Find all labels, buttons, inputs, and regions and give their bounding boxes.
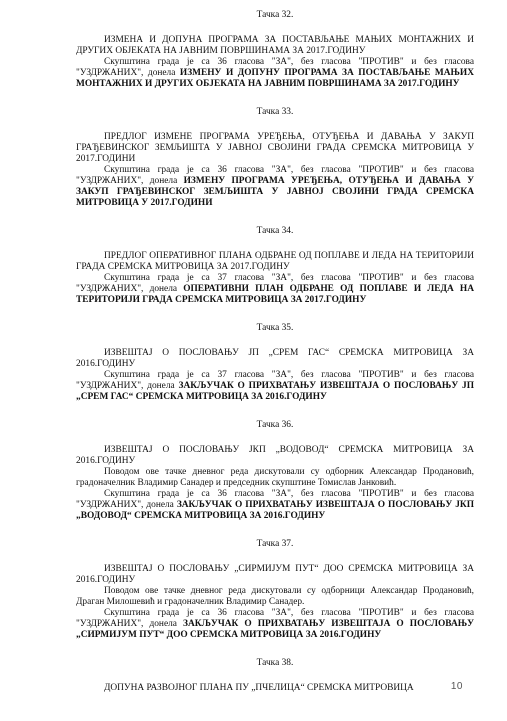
vote-text: Скупштина града је са 36 гласова "ЗА", без гласова "ПРОТИВ" и без гласова "УЗДРЖАНИХ", донела	[76, 165, 474, 186]
decision-text: ЗАКЉУЧАК О ПРИХВАТАЊУ ИЗВЕШТАЈА О ПОСЛОВАЊУ ЈП „СРЕМ ГАС“ СРЕМСКА МИТРОВИЦА ЗА 2016.ГОДИНУ	[76, 381, 474, 402]
item-resolution	[76, 273, 474, 306]
item-subject: ИЗВЕШТАЈ О ПОСЛОВАЊУ ЈКП „ВОДОВОД“ СРЕМСКА МИТРОВИЦА ЗА 2016.ГОДИНУ	[76, 445, 474, 466]
item-subject: ДОПУНА РАЗВОЈНОГ ПЛАНА ПУ „ПЧЕЛИЦА“ СРЕМСКА МИТРОВИЦА	[104, 683, 414, 693]
decision-text: ОПЕРАТИВНИ ПЛАН ОДБРАНЕ ОД ПОПЛАВЕ И ЛЕДА НА ТЕРИТОРИЈИ ГРАДА СРЕМСКА МИТРОВИЦА ЗА 2017.ГОДИНУ	[76, 284, 474, 305]
item-subject: ИЗВЕШТАЈ О ПОСЛОВАЊУ ЈП „СРЕМ ГАС“ СРЕМСКА МИТРОВИЦА ЗА 2016.ГОДИНУ	[76, 348, 474, 369]
vote-text: Скупштина града је са 37 гласова "ЗА", без гласова "ПРОТИВ" и без гласова "УЗДРЖАНИХ", донела	[76, 273, 474, 294]
decision-text: ЗАКЉУЧАК О ПРИХВАТАЊУ ИЗВЕШТАЈА О ПОСЛОВАЊУ „СИРМИЈУМ ПУТ“ ДОО СРЕМСКА МИТРОВИЦА ЗА 2016.ГОДИНУ	[76, 619, 474, 640]
document-body	[76, 10, 474, 711]
agenda-item-36	[76, 420, 474, 522]
item-resolution	[76, 165, 474, 209]
agenda-item-32	[76, 10, 474, 90]
item-resolution	[76, 57, 474, 90]
page-number: 10	[450, 681, 463, 692]
item-heading: Тачка 38.	[256, 658, 294, 668]
item-resolution	[76, 608, 474, 641]
item-resolution	[76, 489, 474, 522]
item-subject: ИЗМЕНА И ДОПУНА ПРОГРАМА ЗА ПОСТАВЉАЊЕ МАЊИХ МОНТАЖНИХ И ДРУГИХ ОБЈЕКАТА НА ЈАВНИМ ПОВРШИНАМА ЗА 2017.ГОДИНУ	[76, 35, 474, 56]
item-heading: Тачка 33.	[256, 107, 294, 117]
decision-text: ИЗМЕНУ ПРОГРАМА УРЕЂЕЊА, ОТУЂЕЊА И ДАВАЊА У ЗАКУП ГРАЂЕВИНСКОГ ЗЕМЉИШТА У ЈАВНОЈ СВОЈИНИ ГРАДА СРЕМСКА МИТРОВИЦА У 2017.ГОДИНИ	[76, 176, 474, 208]
item-subject: ПРЕДЛОГ ОПЕРАТИВНОГ ПЛАНА ОДБРАНЕ ОД ПОПЛАВЕ И ЛЕДА НА ТЕРИТОРИЈИ ГРАДА СРЕМСКА МИТРОВИЦА ЗА 2017.ГОДИНУ	[76, 251, 474, 272]
agenda-item-33	[76, 107, 474, 209]
vote-text: Скупштина града је са 37 гласова "ЗА", без гласова "ПРОТИВ" и без гласова "УЗДРЖАНИХ", донела	[76, 370, 474, 391]
item-heading: Тачка 36.	[256, 420, 294, 430]
item-subject: ИЗВЕШТАЈ О ПОСЛОВАЊУ „СИРМИЈУМ ПУТ“ ДОО СРЕМСКА МИТРОВИЦА ЗА 2016.ГОДИНУ	[76, 564, 474, 585]
decision-text: ИЗМЕНУ И ДОПУНУ ПРОГРАМА ЗА ПОСТАВЉАЊЕ МАЊИХ МОНТАЖНИХ И ДРУГИХ ОБЈЕКАТА НА ЈАВНИМ ПОВРШИНАМА ЗА 2017.ГОДИНУ	[76, 68, 474, 89]
item-heading: Тачка 32.	[256, 10, 294, 20]
item-discussion: Поводом ове тачке дневног реда дискутовали су одборници Александар Продановић, Драган Милошевић и градоначелник Владимир Санадер.	[76, 586, 474, 607]
item-heading: Тачка 34.	[256, 226, 294, 236]
vote-text: Скупштина града је са 36 гласова "ЗА", без гласова "ПРОТИВ" и без гласова "УЗДРЖАНИХ", донела	[76, 489, 474, 510]
item-discussion: Поводом ове тачке дневног реда дискутовали су одборник Александар Продановић, градоначелник Владимир Санадер и председник скупштине Томислав Јанковић.	[76, 467, 474, 488]
item-heading: Тачка 35.	[256, 323, 294, 333]
agenda-item-37	[76, 539, 474, 641]
agenda-item-38	[76, 658, 474, 694]
item-subject: ПРЕДЛОГ ИЗМЕНЕ ПРОГРАМА УРЕЂЕЊА, ОТУЂЕЊА И ДАВАЊА У ЗАКУП ГРАЂЕВИНСКОГ ЗЕМЉИШТА У ЈАВНОЈ СВОЈИНИ ГРАДА СРЕМСКА МИТРОВИЦА У 2017.ГОДИНИ	[76, 132, 474, 164]
vote-text: Скупштина града је са 36 гласова "ЗА", без гласова "ПРОТИВ" и без гласова "УЗДРЖАНИХ", донела	[76, 608, 474, 629]
vote-text: Скупштина града је са 36 гласова "ЗА", без гласова "ПРОТИВ" и без гласова "УЗДРЖАНИХ", донела	[76, 57, 474, 78]
decision-text: ЗАКЉУЧАК О ПРИХВАТАЊУ ИЗВЕШТАЈА О ПОСЛОВАЊУ ЈКП „ВОДОВОД“ СРЕМСКА МИТРОВИЦА ЗА 2016.ГОДИНУ	[76, 500, 475, 521]
item-heading: Тачка 37.	[256, 539, 294, 549]
item-resolution	[76, 370, 474, 403]
agenda-item-35	[76, 323, 474, 403]
agenda-item-34	[76, 226, 474, 306]
